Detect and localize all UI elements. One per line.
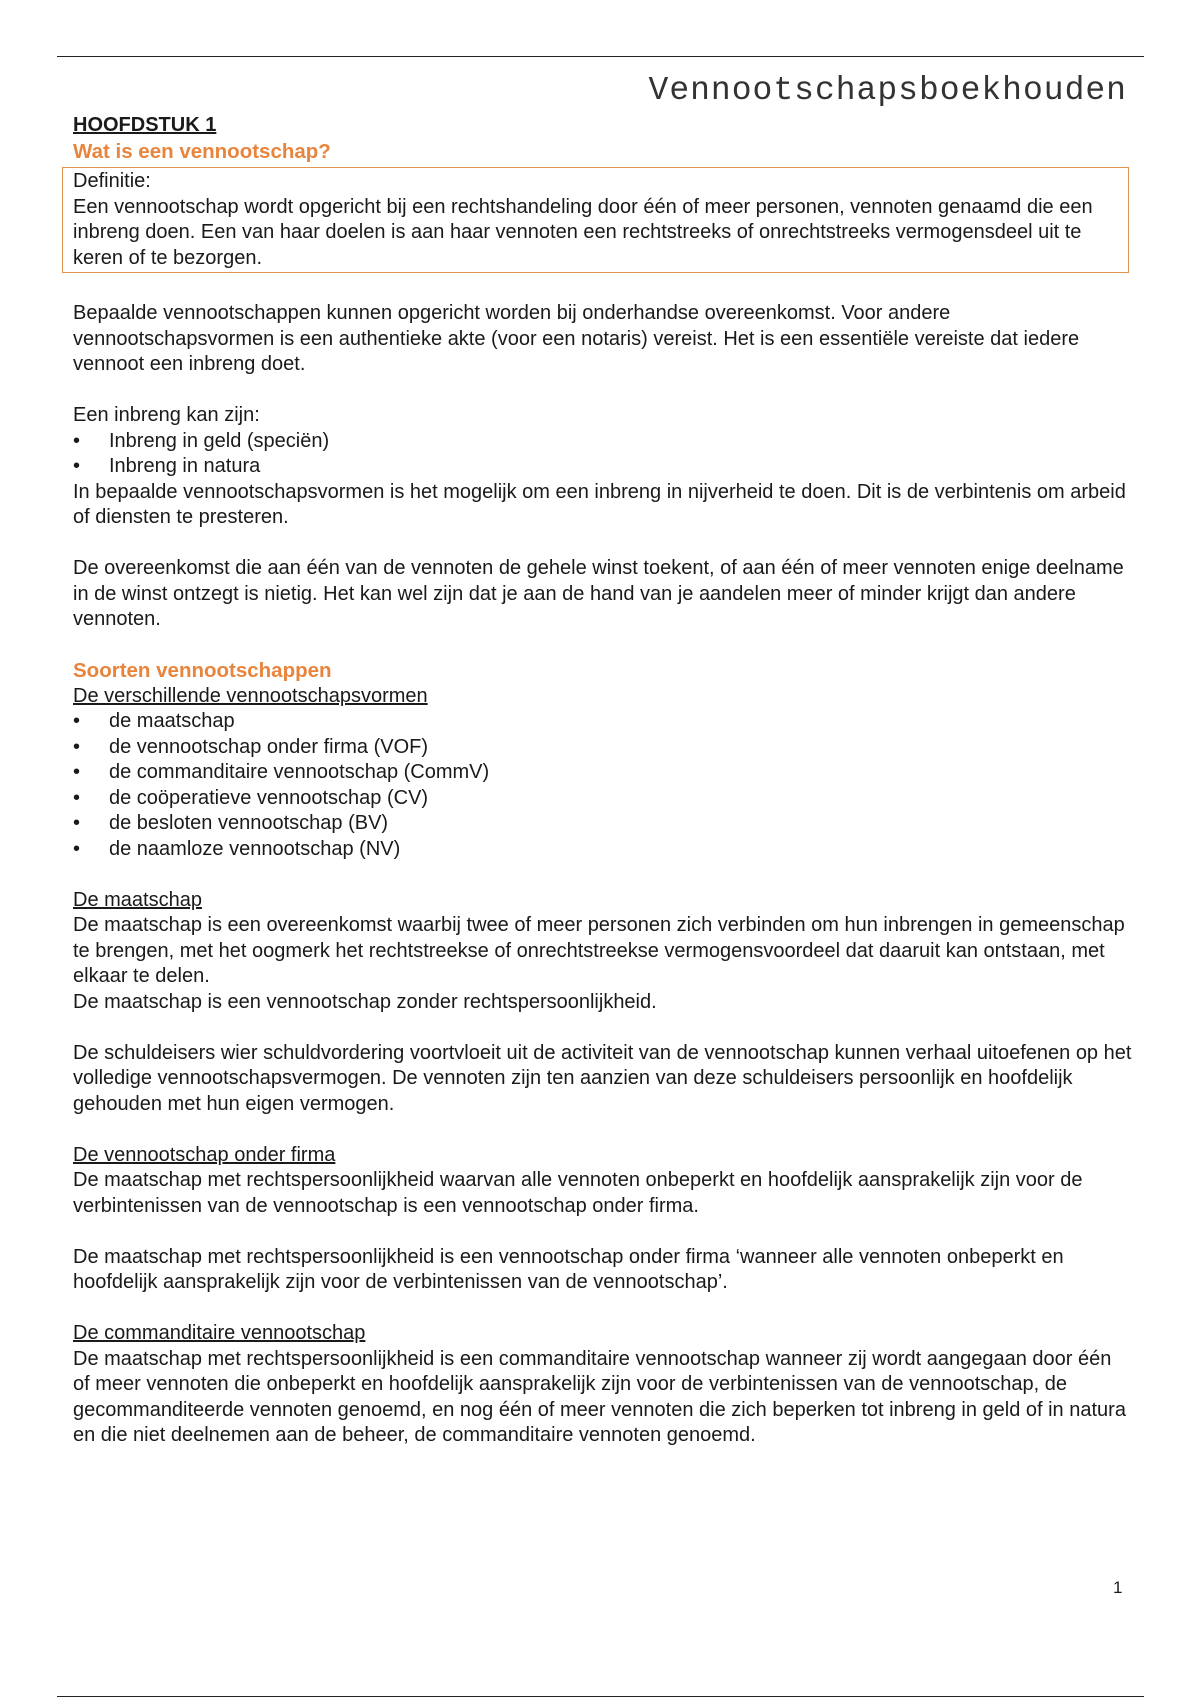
definition-box [62,167,1129,273]
paragraph-nijverheid: In bepaalde vennootschapsvormen is het mogelijk om een inbreng in nijverheid te doen. Dit is de verbintenis om arbeid of diensten te presteren. [73,480,1126,528]
list-item: • Inbreng in geld (speciën) [73,429,1133,455]
list-item: • de coöperatieve vennootschap (CV) [73,786,1133,812]
page-number: 1 [1113,1578,1123,1597]
definition-label: Definitie: [73,170,151,192]
paragraph-commv: De maatschap met rechtspersoonlijkheid is een commanditaire vennootschap wanneer zij wordt aangegaan door één of meer vennoten die onbeperkt en hoofdelijk aansprakelijk zijn voor de verbintenissen van de vennootschap, de gecommanditeerde vennoten genoemd, en nog één of meer vennoten die zich beperken tot inbreng in geld of in natura en die niet deelnemen aan de beheer, de commanditaire vennoten genoemd. [73,1347,1126,1446]
footer-rule [57,1696,1144,1697]
section-heading-wat-is: Wat is een vennootschap? [73,139,331,163]
list-item: • de commanditaire vennootschap (CommV) [73,760,1133,786]
document-title: Vennootschapsboekhouden [648,72,1127,109]
list-item: • de vennootschap onder firma (VOF) [73,735,1133,761]
list-item: • Inbreng in natura [73,454,1133,480]
subheading-vof: De vennootschap onder firma [73,1143,336,1166]
header-rule [57,56,1144,57]
section-heading-soorten: Soorten vennootschappen [73,659,332,682]
paragraph-oprichting: Bepaalde vennootschappen kunnen opgericht worden bij onderhandse overeenkomst. Voor andere vennootschapsvormen is een authentieke akte (voor een notaris) vereist. Het is een essentiële vereiste dat iedere vennoot een inbreng doet. [73,302,1080,375]
paragraph-maatschap-schuldeisers: De schuldeisers wier schuldvordering voortvloeit uit de activiteit van de vennootschap kunnen verhaal uitoefenen op het volledige vennootschapsvermogen. De vennoten zijn ten aanzien van deze schuldeisers persoonlijk en hoofdelijk gehouden met hun eigen vermogen. [73,1041,1132,1115]
definition-text: Een vennootschap wordt opgericht bij een rechtshandeling door één of meer personen, vennoten genaamd die een inbreng doen. Een van haar doelen is aan haar vennoten een rechtstreeks of onrechtstreeks vermogensdeel uit te keren of te bezorgen. [73,195,1093,269]
paragraph-maatschap-definitie: De maatschap is een overeenkomst waarbij twee of meer personen zich verbinden om hun inbrengen in gemeenschap te brengen, met het oogmerk het rechtstreekse of onrechtstreekse vermogensvoordeel dat daaruit kan ontstaan, met elkaar te delen. [73,914,1125,987]
subheading-maatschap: De maatschap [73,888,202,911]
inbreng-intro: Een inbreng kan zijn: [73,404,260,426]
list-item: • de besloten vennootschap (BV) [73,811,1133,837]
paragraph-vof-2: De maatschap met rechtspersoonlijkheid is een vennootschap onder firma ‘wanneer alle vennoten onbeperkt en hoofdelijk aansprakelijk zijn voor de verbintenissen van de vennootschap’. [73,1245,1064,1293]
subheading-vormen: De verschillende vennootschapsvormen [73,684,428,707]
inbreng-list [73,429,1133,480]
paragraph-maatschap-rechtspersoonlijkheid: De maatschap is een vennootschap zonder rechtspersoonlijkheid. [73,990,657,1013]
paragraph-winst: De overeenkomst die aan één van de vennoten de gehele winst toekent, of aan één of meer vennoten enige deelname in de winst ontzegt is nietig. Het kan wel zijn dat je aan de hand van je aandelen meer of minder krijgt dan andere vennoten. [73,557,1124,630]
paragraph-vof-1: De maatschap met rechtspersoonlijkheid waarvan alle vennoten onbeperkt en hoofdelijk aansprakelijk zijn voor de verbintenissen van de vennootschap is een vennootschap onder firma. [73,1169,1083,1217]
list-item: • de naamloze vennootschap (NV) [73,837,1133,863]
page-content [73,113,1133,1449]
list-item: • de maatschap [73,709,1133,735]
chapter-label: HOOFDSTUK 1 [73,114,217,136]
subheading-commv: De commanditaire vennootschap [73,1322,366,1344]
vennootschapsvormen-list [73,709,1133,862]
